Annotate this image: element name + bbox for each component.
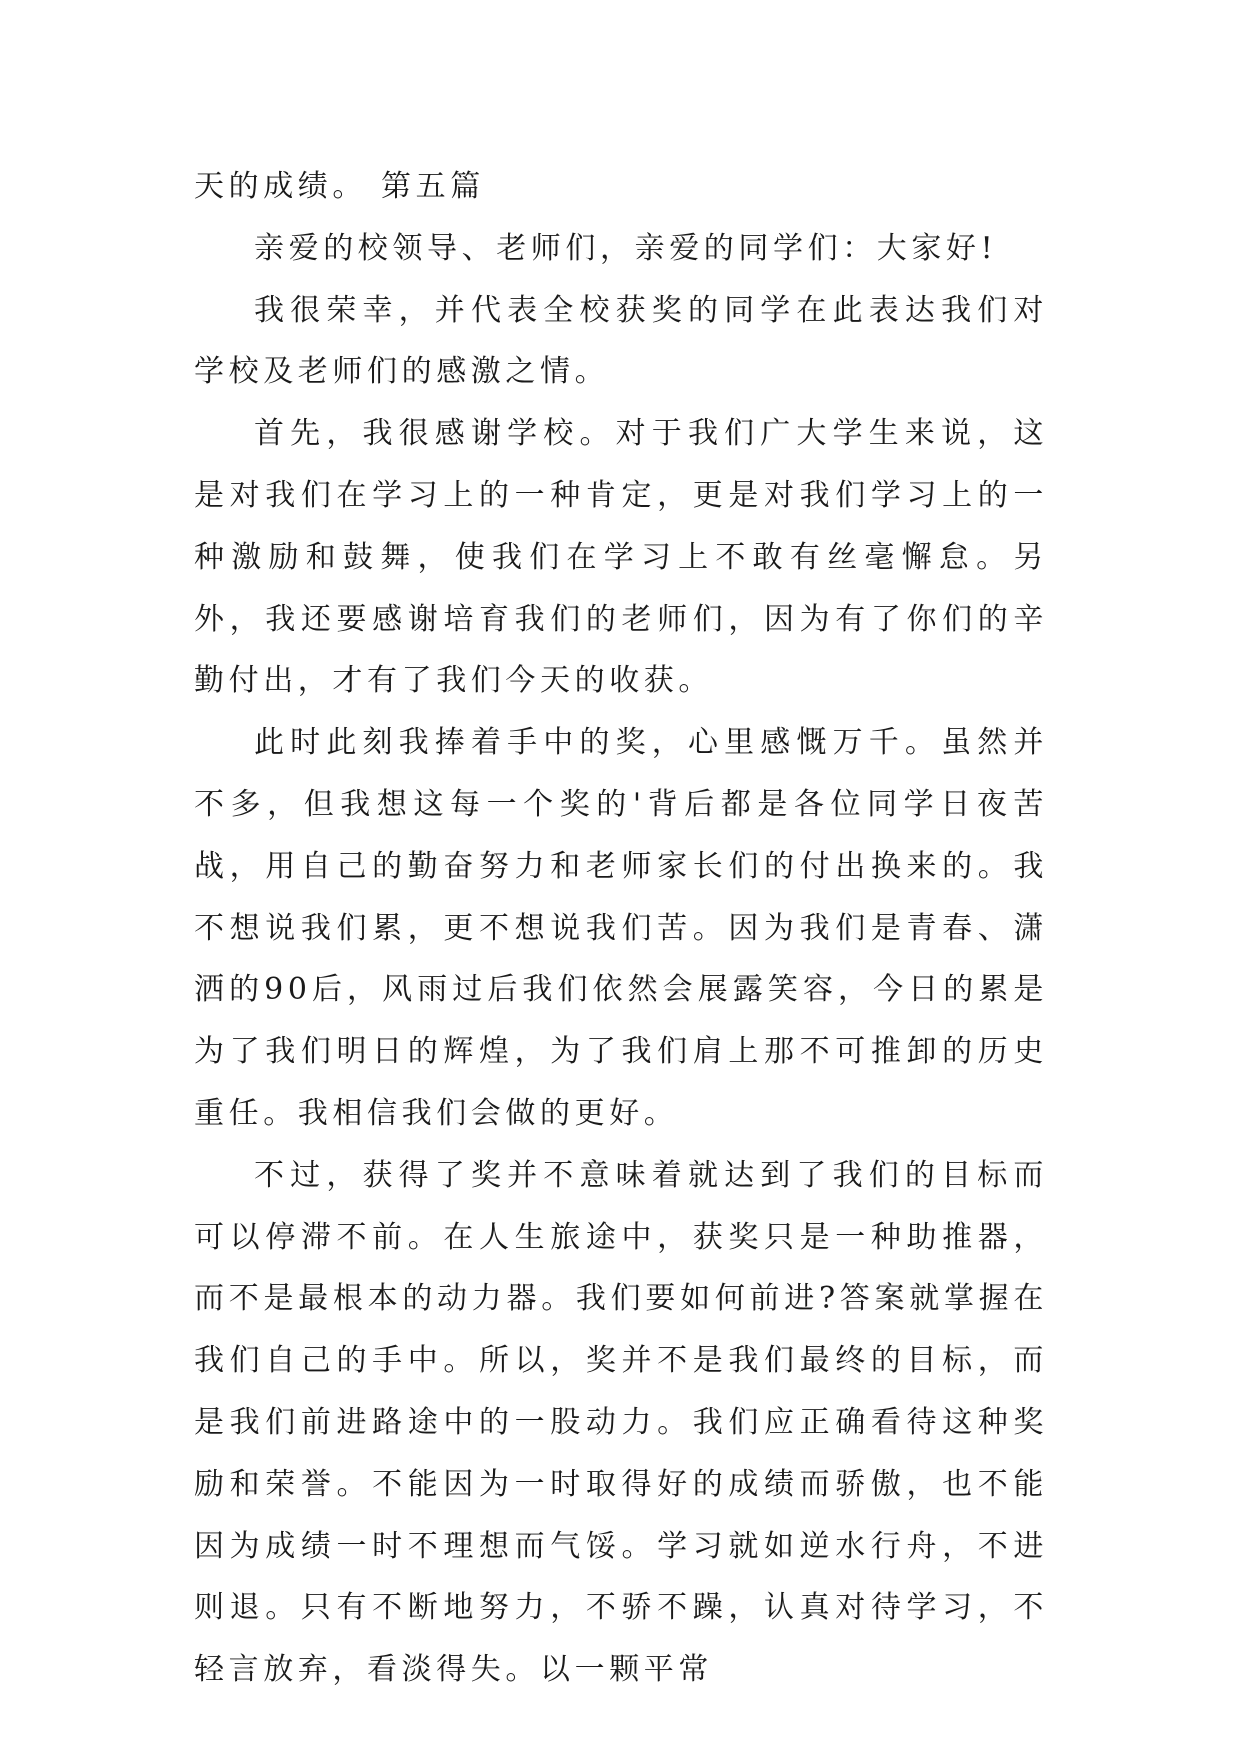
section-heading: 第五篇 [381,169,485,204]
document-body [194,156,1048,1701]
body-paragraph: 此时此刻我捧着手中的奖，心里感慨万千。虽然并不多，但我想这每一个奖的'背后都是各位同学日夜苦战，用自己的勤奋努力和老师家长们的付出换来的。我不想说我们累，更不想说我们苦。因为我们是青春、潇洒的90后，风雨过后我们依然会展露笑容，今日的累是为了我们明日的辉煌，为了我们肩上那不可推卸的历史重任。我相信我们会做的更好。 [194,725,1048,1131]
greeting-paragraph: 亲爱的校领导、老师们，亲爱的同学们：大家好! [254,230,998,266]
body-paragraph: 首先，我很感谢学校。对于我们广大学生来说，这是对我们在学习上的一种肯定，更是对我们学习上的一种激励和鼓舞，使我们在学习上不敢有丝毫懈怠。另外，我还要感谢培育我们的老师们，因为有了你们的辛勤付出，才有了我们今天的收获。 [194,416,1048,699]
body-paragraph: 不过，获得了奖并不意味着就达到了我们的目标而可以停滞不前。在人生旅途中，获奖只是一种助推器，而不是最根本的动力器。我们要如何前进?答案就掌握在我们自己的手中。所以，奖并不是我们最终的目标，而是我们前进路途中的一股动力。我们应正确看待这种奖励和荣誉。不能因为一时取得好的成绩而骄傲，也不能因为成绩一时不理想而气馁。学习就如逆水行舟，不进则退。只有不断地努力，不骄不躁，认真对待学习，不轻言放弃，看淡得失。以一颗平常 [194,1157,1048,1688]
body-paragraph: 我很荣幸，并代表全校获奖的同学在此表达我们对学校及老师们的感激之情。 [194,292,1048,390]
opening-fragment: 天的成绩。 [194,169,367,204]
opening-line [194,156,1048,218]
